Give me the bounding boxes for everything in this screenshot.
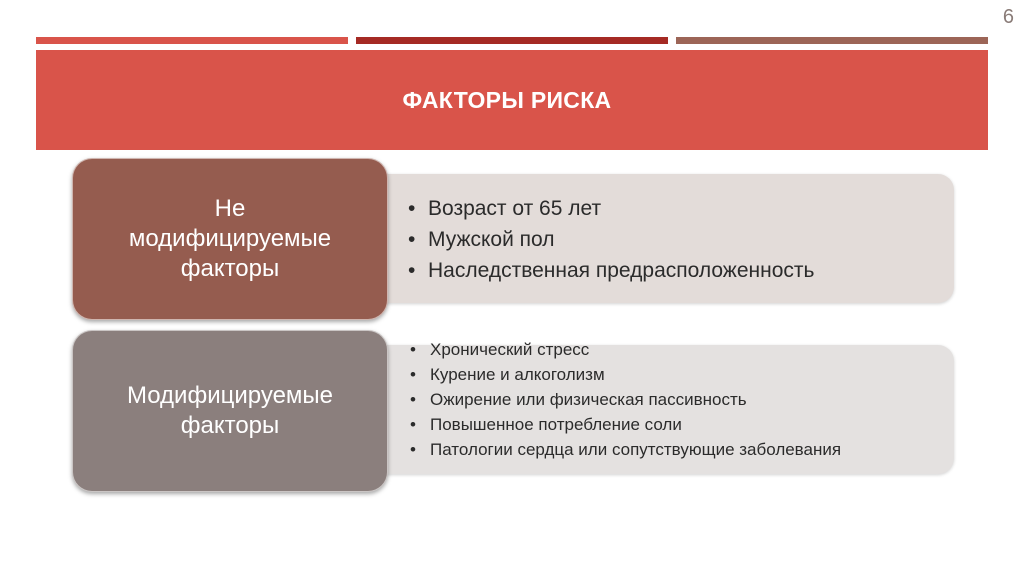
list-item [408,387,928,412]
list-item [408,412,928,437]
modifiable-factors-label: Модифицируемые факторы [126,382,334,439]
bullet-icon: • [410,415,416,434]
non-modifiable-factors-list [406,193,814,286]
title-banner [36,50,988,150]
list-item-text: Повышенное потребление соли [430,415,682,434]
list-item-text: Возраст от 65 лет [428,197,602,220]
non-modifiable-factors-box [72,158,388,320]
bullet-icon: • [408,259,416,282]
slide-title: ФАКТОРЫ РИСКА [402,86,612,113]
bullet-icon: • [410,440,416,459]
list-item [406,224,814,255]
list-item [406,255,814,286]
decorative-bar-middle [356,37,668,44]
bullet-icon: • [408,228,416,251]
list-item-text: Наследственная предрасположенность [428,259,815,282]
list-item-text: Курение и алкоголизм [430,365,605,384]
non-modifiable-factors-label: Не модифицируемые факторы [128,195,332,282]
bullet-icon: • [410,365,416,384]
list-item [408,437,928,462]
modifiable-factors-list [408,337,928,462]
list-item-text: Патологии сердца или сопутствующие заболевания [430,440,842,459]
list-item-text: Мужской пол [428,228,555,251]
list-item [406,193,814,224]
list-item [408,362,928,387]
bullet-icon: • [410,340,416,359]
decorative-bar-left [36,37,348,44]
decorative-bar-right [676,37,988,44]
bullet-icon: • [408,197,416,220]
modifiable-factors-box [72,330,388,492]
list-item-text: Ожирение или физическая пассивность [430,390,747,409]
list-item-text: Хронический стресс [430,340,590,359]
bullet-icon: • [410,390,416,409]
list-item [408,337,928,362]
slide-number: 6 [1002,6,1014,28]
